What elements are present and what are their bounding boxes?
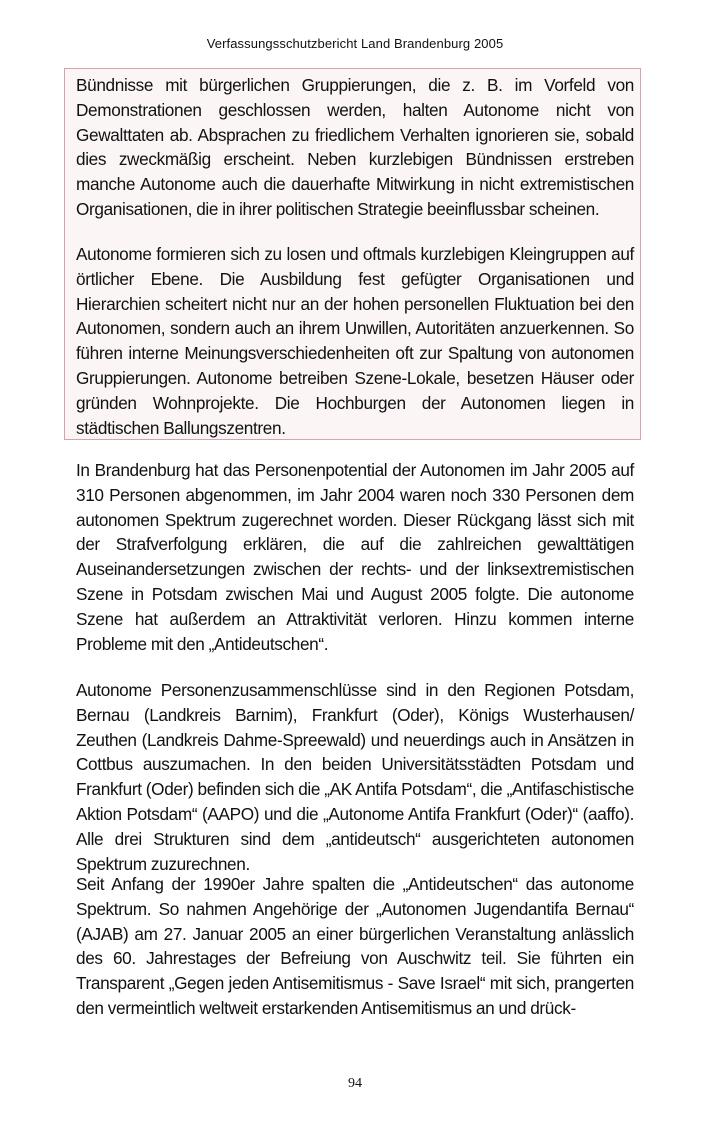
body-paragraph-1: In Brandenburg hat das Personenpotential der Autonomen im Jahr 2005 auf 310 Personen abgenommen, im Jahr 2004 waren noch 330 Personen dem autonomen Spektrum zugerechnet worden. Dieser Rückgang lässt sich mit der Strafverfolgung erklären, die auf die zahlreichen gewalttätigen Auseinandersetzungen zwischen der rechts- und der linksextremistischen Szene in Potsdam zwischen Mai und August 2005 folgte. Die autonome Szene hat außerdem an Attraktivität verloren. Hinzu kommen interne Probleme mit den „Antideutschen“. [76,460,634,654]
running-header: Verfassungsschutzbericht Land Brandenburg 2005 [206,36,504,51]
body-paragraph-2: Autonome Personenzusammenschlüsse sind in den Regionen Potsdam, Bernau (Landkreis Barnim), Frankfurt (Oder), Königs Wusterhausen/ Zeuthen (Landkreis Dahme-Spreewald) und neuerdings auch in Ansätzen in Cottbus auszumachen. In den beiden Universitätsstädten Potsdam und Frankfurt (Oder) befinden sich die „AK Antifa Potsdam“, die „Antifaschistische Aktion Potsdam“ (AAPO) und die „Autonome Antifa Frankfurt (Oder)“ (aaffo). Alle drei Strukturen sind dem „antideutsch“ ausgerichteten autonomen Spektrum zuzurechnen. [76,680,634,874]
boxed-paragraph-1: Bündnisse mit bürgerlichen Gruppierungen, die z. B. im Vorfeld von Demonstrationen geschlossen werden, halten Autonome nicht von Gewalttaten ab. Absprachen zu friedlichem Verhalten ignorieren sie, sobald dies zweckmäßig erscheint. Neben kurzlebigen Bündnissen erstreben manche Autonome auch die dauerhafte Mitwirkung in nicht extremistischen Organisationen, die in ihrer politischen Strategie beeinflussbar scheinen. [76,75,634,219]
boxed-paragraph-2: Autonome formieren sich zu losen und oftmals kurzlebigen Kleingruppen auf örtlicher Ebene. Die Ausbildung fest gefügter Organisationen und Hierarchien scheitert nicht nur an der hohen personellen Fluktuation bei den Autonomen, sondern auch an ihrem Unwillen, Autoritäten anzuerkennen. So führen interne Meinungsverschiedenheiten oft zur Spaltung von autonomen Gruppierungen. Autonome betreiben Szene-Lokale, besetzen Häuser oder gründen Wohnprojekte. Die Hochburgen der Autonomen liegen in städtischen Ballungszentren. [76,244,634,438]
page-number: 94 [348,1076,362,1091]
body-paragraph-3: Seit Anfang der 1990er Jahre spalten die „Antideutschen“ das autonome Spektrum. So nahmen Angehörige der „Autonomen Jugendantifa Bernau“ (AJAB) am 27. Januar 2005 an einer bürgerlichen Veranstaltung anlässlich des 60. Jahrestages der Befreiung von Auschwitz teil. Sie führten ein Transparent „Gegen jeden Antisemitismus - Save Israel“ mit sich, prangerten den vermeintlich weltweit erstarkenden Antisemitismus an und drück- [76,874,634,1018]
